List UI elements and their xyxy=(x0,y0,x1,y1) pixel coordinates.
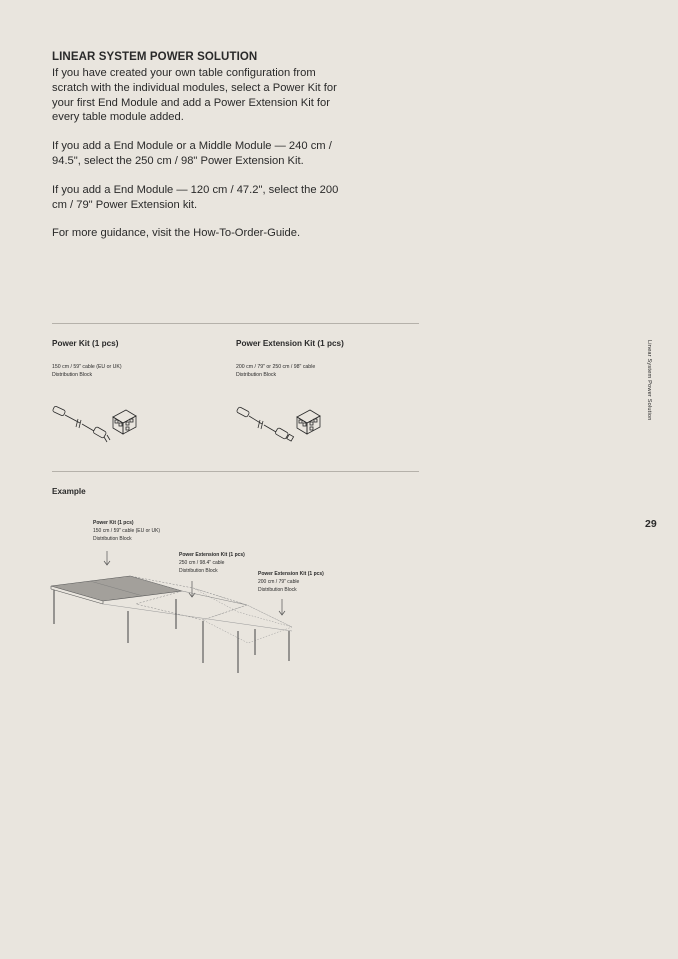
callout-extension-250-line-1: 250 cm / 98.4" cable xyxy=(179,560,225,567)
section-title: LINEAR SYSTEM POWER SOLUTION xyxy=(52,51,258,63)
intro-paragraph-1: If you have created your own table configuration from scratch with the individual modules, select a Power Kit for your first End Module and add a Power Extension Kit for every table module added. xyxy=(52,67,337,124)
power-extension-kit-line-2: Distribution Block xyxy=(236,372,277,378)
intro-paragraph-4: For more guidance, visit the How-To-Order-Guide. xyxy=(52,227,301,240)
callout-power-kit-line-1: 150 cm / 59" cable (EU or UK) xyxy=(93,528,161,535)
power-kit-line-1: 150 cm / 59" cable (EU or UK) xyxy=(52,364,122,370)
callout-extension-200-line-2: Distribution Block xyxy=(258,587,297,594)
distribution-block-icon-2 xyxy=(294,407,322,437)
example-title: Example xyxy=(52,487,86,496)
end-module-top-2 xyxy=(193,588,292,627)
extension-cable-icon xyxy=(236,406,296,442)
callout-extension-250-line-2: Distribution Block xyxy=(179,568,218,575)
divider-bottom xyxy=(52,471,419,472)
callout-extension-200-title: Power Extension Kit (1 pcs) xyxy=(258,571,324,577)
callout-power-kit xyxy=(93,519,160,544)
table-legs xyxy=(54,590,289,673)
page-number: 29 xyxy=(645,518,657,530)
intro-paragraph-3: If you add a End Module — 120 cm / 47.2", select the 200 cm / 79" Power Extension kit. xyxy=(52,183,339,211)
table-configuration-illustration xyxy=(48,545,298,680)
divider-top xyxy=(52,323,419,324)
callout-power-kit-line-2: Distribution Block xyxy=(93,536,132,543)
intro-section xyxy=(52,50,352,255)
power-kit-title: Power Kit (1 pcs) xyxy=(52,339,119,348)
power-extension-kit-title: Power Extension Kit (1 pcs) xyxy=(236,339,344,348)
power-extension-kit-description xyxy=(236,363,315,379)
callout-extension-200-line-1: 200 cm / 79" cable xyxy=(258,579,300,586)
power-kit-line-2: Distribution Block xyxy=(52,372,93,378)
distribution-block-icon xyxy=(110,407,138,437)
callout-extension-250-title: Power Extension Kit (1 pcs) xyxy=(179,552,245,558)
side-running-title: Linear System Power Solution xyxy=(646,340,652,421)
callout-power-kit-title: Power Kit (1 pcs) xyxy=(93,520,134,526)
intro-paragraph-2: If you add a End Module or a Middle Module — 240 cm / 94.5", select the 250 cm / 98" Power Extension Kit. xyxy=(52,140,332,167)
power-extension-kit-line-1: 200 cm / 79" or 250 cm / 98" cable xyxy=(236,364,316,370)
power-kit-description xyxy=(52,363,122,379)
